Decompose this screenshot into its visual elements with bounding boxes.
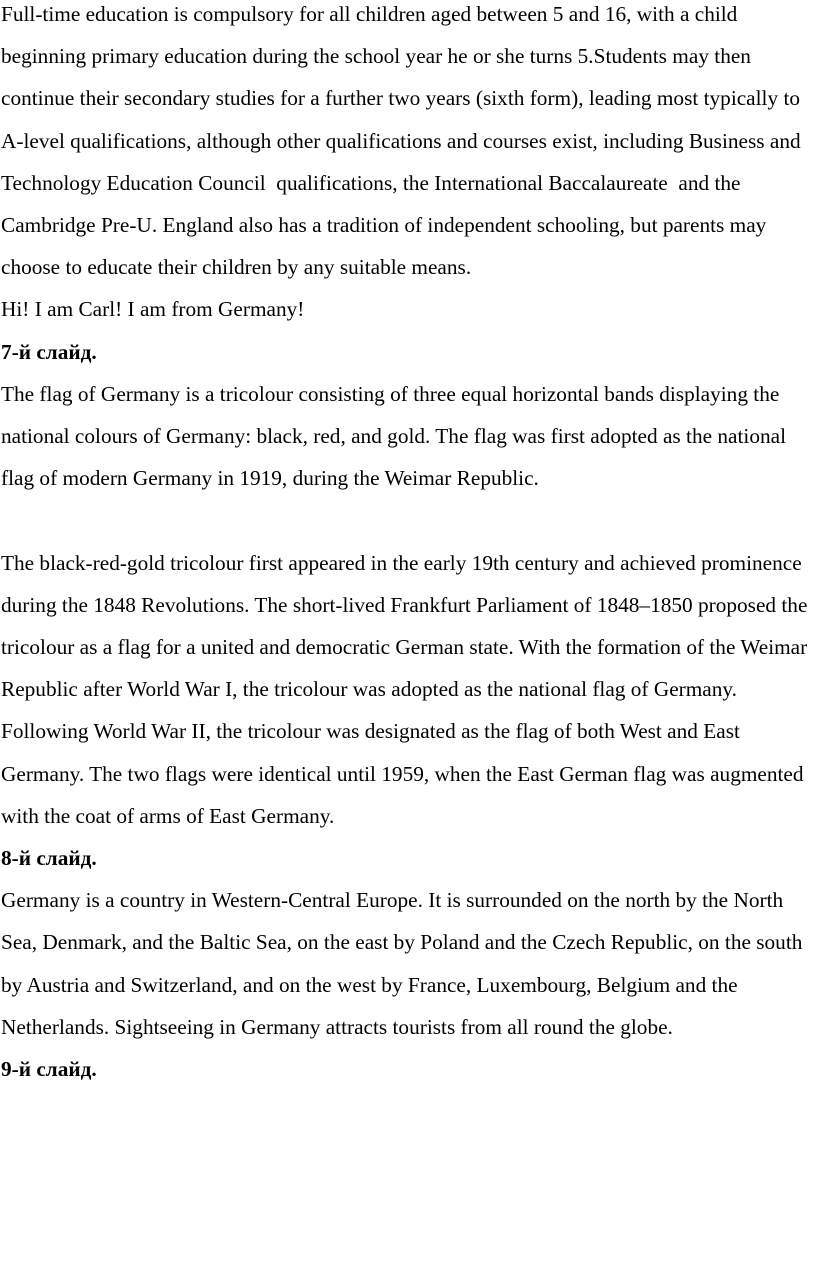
paragraph-flag-intro: The flag of Germany is a tricolour consisting of three equal horizontal bands displaying the national colours of Germany: black, red, and gold. The flag was first adopted as the national flag of modern Germany in 1919, during the Weimar Republic. (1, 381, 792, 491)
slide-7-heading: 7-й слайд. (1, 339, 97, 364)
paragraph-flag-history: The black-red-gold tricolour first appeared in the early 19th century and achieved prominence during the 1848 Revolutions. The short-lived Frankfurt Parliament of 1848–1850 proposed the tricolour as a flag for a united and democratic German state. With the formation of the Weimar Republic after World War I, the tricolour was adopted as the national flag of Germany. Following World War II, the tricolour was designated as the flag of both West and East Germany. The two flags were identical until 1959, when the East German flag was augmented with the coat of arms of East Germany. (1, 550, 813, 828)
greeting-line: Hi! I am Carl! I am from Germany! (1, 297, 305, 322)
slide-8-heading: 8-й слайд. (1, 846, 97, 871)
paragraph-geography: Germany is a country in Western-Central Europe. It is surrounded on the north by the North Sea, Denmark, and the Baltic Sea, on the east by Poland and the Czech Republic, on the south by Austria and Switzerland, and on the west by France, Luxembourg, Belgium and the Netherlands. Sightseeing in Germany attracts tourists from all round the globe. (1, 888, 808, 1039)
paragraph-education: Full-time education is compulsory for all children aged between 5 and 16, with a child beginning primary education during the school year he or she turns 5.Students may then continue their secondary studies for a further two years (sixth form), leading most typically to A-level qualifications, although other qualifications and courses exist, including Business and Technology Education Council qualifications, the International Baccalaureate and the Cambridge Pre-U. England also has a tradition of independent schooling, but parents may choose to educate their children by any suitable means. (1, 2, 806, 280)
slide-9-heading: 9-й слайд. (1, 1057, 97, 1082)
blank-line (0, 499, 816, 541)
